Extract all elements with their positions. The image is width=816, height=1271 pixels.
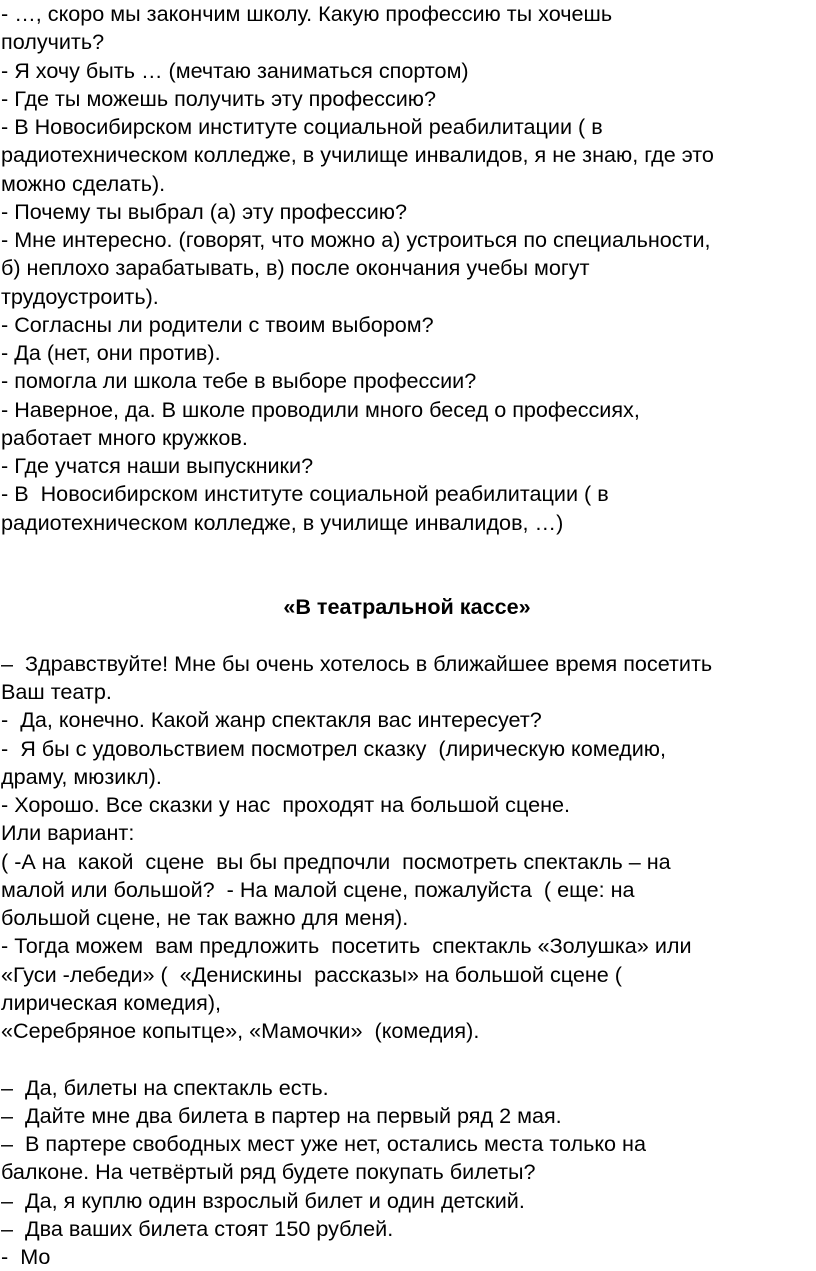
text-line: балконе. На четвёртый ряд будете покупать билеты? [1, 1158, 813, 1186]
text-line: - В Новосибирском институте социальной реабилитации ( в [1, 113, 813, 141]
text-line: большой сцене, не так важно для меня). [1, 904, 813, 932]
blank-line [1, 565, 813, 593]
text-line: драму, мюзикл). [1, 763, 813, 791]
text-line: - Согласны ли родители с твоим выбором? [1, 311, 813, 339]
text-line: - помогла ли школа тебе в выборе профессии? [1, 367, 813, 395]
text-line: - Хорошо. Все сказки у нас проходят на большой сцене. [1, 791, 813, 819]
text-line: - Да (нет, они против). [1, 339, 813, 367]
text-line: – В партере свободных мест уже нет, остались места только на [1, 1130, 813, 1158]
text-line: – Здравствуйте! Мне бы очень хотелось в ближайшее время посетить [1, 650, 813, 678]
text-line: – Да, я куплю один взрослый билет и один детский. [1, 1187, 813, 1215]
blank-line [1, 622, 813, 650]
dialogue-theater-b [1, 1074, 813, 1271]
text-line: Ваш театр. [1, 678, 813, 706]
text-line: - Почему ты выбрал (а) эту профессию? [1, 198, 813, 226]
text-line: «Гуси -лебеди» ( «Денискины рассказы» на большой сцене ( [1, 961, 813, 989]
section-title: «В театральной кассе» [1, 593, 813, 621]
dialogue-theater-a [1, 650, 813, 1046]
text-line: - Тогда можем вам предложить посетить спектакль «Золушка» или [1, 932, 813, 960]
dialogue-profession [1, 0, 813, 537]
text-line: - Где ты можешь получить эту профессию? [1, 85, 813, 113]
text-line: лирическая комедия), [1, 989, 813, 1017]
text-line: трудоустроить). [1, 283, 813, 311]
text-line: - Мо [1, 1243, 813, 1271]
text-line: - Мне интересно. (говорят, что можно а) устроиться по специальности, [1, 226, 813, 254]
text-line: б) неплохо зарабатывать, в) после окончания учебы могут [1, 254, 813, 282]
text-line: получить? [1, 28, 813, 56]
text-line: - Где учатся наши выпускники? [1, 452, 813, 480]
text-line: - Я хочу быть … (мечтаю заниматься спортом) [1, 57, 813, 85]
text-line: можно сделать). [1, 170, 813, 198]
text-line: Или вариант: [1, 819, 813, 847]
text-line: радиотехническом колледже, в училище инвалидов, …) [1, 509, 813, 537]
text-line: - Да, конечно. Какой жанр спектакля вас интересует? [1, 706, 813, 734]
text-line: радиотехническом колледже, в училище инвалидов, я не знаю, где это [1, 141, 813, 169]
blank-line [1, 537, 813, 565]
text-line: – Два ваших билета стоят 150 рублей. [1, 1215, 813, 1243]
text-line: - Наверное, да. В школе проводили много бесед о профессиях, [1, 396, 813, 424]
text-line: «Серебряное копытце», «Мамочки» (комедия). [1, 1017, 813, 1045]
blank-line [1, 1045, 813, 1073]
document-page [1, 0, 813, 1271]
text-line: – Да, билеты на спектакль есть. [1, 1074, 813, 1102]
text-line: ( -А на какой сцене вы бы предпочли посмотреть спектакль – на [1, 848, 813, 876]
text-line: работает много кружков. [1, 424, 813, 452]
text-line: - Я бы с удовольствием посмотрел сказку (лирическую комедию, [1, 735, 813, 763]
text-line: – Дайте мне два билета в партер на первый ряд 2 мая. [1, 1102, 813, 1130]
text-line: малой или большой? - На малой сцене, пожалуйста ( еще: на [1, 876, 813, 904]
text-line: - В Новосибирском институте социальной реабилитации ( в [1, 480, 813, 508]
text-line: - …, скоро мы закончим школу. Какую профессию ты хочешь [1, 0, 813, 28]
